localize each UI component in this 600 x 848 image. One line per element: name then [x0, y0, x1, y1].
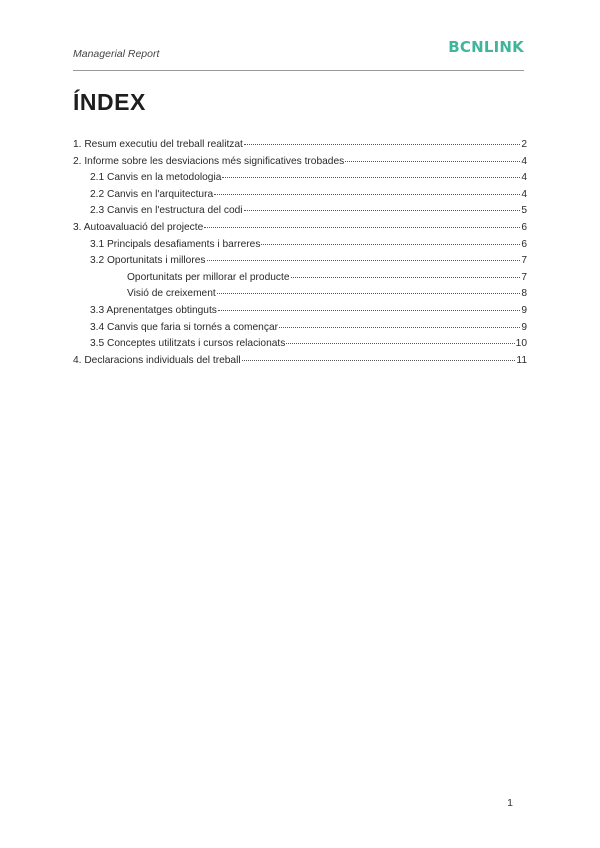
toc-dot-leader — [291, 277, 521, 278]
toc-entry[interactable] — [73, 170, 527, 187]
toc-entry-page[interactable]: 6 — [521, 221, 527, 233]
toc-entry-page[interactable]: 4 — [521, 155, 527, 167]
toc-entry[interactable] — [73, 220, 527, 237]
toc-entry[interactable] — [73, 187, 527, 204]
page-header — [73, 36, 524, 71]
toc-entry-label[interactable]: Oportunitats per millorar el producte — [127, 271, 290, 283]
toc-entry-label[interactable]: 3.4 Canvis que faria si tornés a començar — [90, 321, 278, 333]
toc-dot-leader — [244, 210, 521, 211]
toc-entry-label[interactable]: 2.2 Canvis en l'arquitectura — [90, 188, 214, 200]
toc-dot-leader — [207, 260, 521, 261]
toc-dot-leader — [345, 161, 520, 162]
toc-entry[interactable] — [73, 154, 527, 171]
toc-entry-label[interactable]: 3.5 Conceptes utilitzats i cursos relacionats — [90, 338, 286, 350]
toc-dot-leader — [244, 144, 520, 145]
toc-entry[interactable] — [73, 320, 527, 337]
toc-entry[interactable] — [73, 286, 527, 303]
page-number: 1 — [507, 797, 513, 809]
toc-entry-label[interactable]: 2.3 Canvis en l'estructura del codi — [90, 205, 243, 217]
toc-entry[interactable] — [73, 270, 527, 287]
table-of-contents — [73, 137, 527, 369]
toc-entry[interactable] — [73, 137, 527, 154]
toc-entry-page[interactable]: 10 — [515, 338, 527, 350]
toc-entry-label[interactable]: 4. Declaracions individuals del treball — [73, 354, 241, 366]
toc-entry-page[interactable]: 11 — [516, 354, 527, 366]
toc-entry[interactable] — [73, 303, 527, 320]
toc-entry-label[interactable]: 3.2 Oportunitats i millores — [90, 255, 206, 267]
toc-dot-leader — [218, 310, 520, 311]
toc-dot-leader — [286, 343, 514, 344]
toc-entry-page[interactable]: 7 — [521, 271, 527, 283]
toc-entry-page[interactable]: 4 — [521, 172, 527, 184]
toc-entry[interactable] — [73, 237, 527, 254]
toc-dot-leader — [204, 227, 520, 228]
toc-entry-page[interactable]: 9 — [521, 321, 527, 333]
toc-entry[interactable] — [73, 336, 527, 353]
toc-entry-page[interactable]: 9 — [521, 304, 527, 316]
toc-entry-label[interactable]: 3. Autoavaluació del projecte — [73, 221, 204, 233]
index-heading: ÍNDEX — [73, 89, 146, 115]
toc-dot-leader — [242, 360, 516, 361]
header-title: Managerial Report — [73, 48, 160, 60]
toc-entry-page[interactable]: 7 — [521, 255, 527, 267]
toc-entry-page[interactable]: 2 — [521, 139, 527, 150]
toc-entry-page[interactable]: 4 — [521, 188, 527, 200]
toc-entry-page[interactable]: 8 — [521, 288, 527, 300]
toc-dot-leader — [214, 194, 520, 195]
toc-entry-label[interactable]: 3.3 Aprenentatges obtinguts — [90, 304, 217, 316]
toc-dot-leader — [217, 293, 521, 294]
toc-entry-label[interactable]: Visió de creixement — [127, 288, 216, 300]
toc-entry[interactable] — [73, 203, 527, 220]
toc-entry-page[interactable]: 5 — [521, 205, 527, 217]
toc-dot-leader — [261, 244, 520, 245]
toc-entry-label[interactable]: 2. Informe sobre les desviacions més significatives trobades — [73, 155, 345, 167]
toc-entry[interactable] — [73, 353, 527, 370]
toc-entry-label[interactable]: 3.1 Principals desafiaments i barreres — [90, 238, 261, 250]
toc-entry-label[interactable]: 2.1 Canvis en la metodologia — [90, 172, 222, 184]
toc-dot-leader — [279, 327, 520, 328]
toc-entry-page[interactable]: 6 — [521, 238, 527, 250]
brand-logo: BCNLINK — [448, 38, 524, 56]
toc-dot-leader — [222, 177, 520, 178]
toc-entry-label[interactable]: 1. Resum executiu del treball realitzat — [73, 139, 243, 150]
toc-entry[interactable] — [73, 253, 527, 270]
